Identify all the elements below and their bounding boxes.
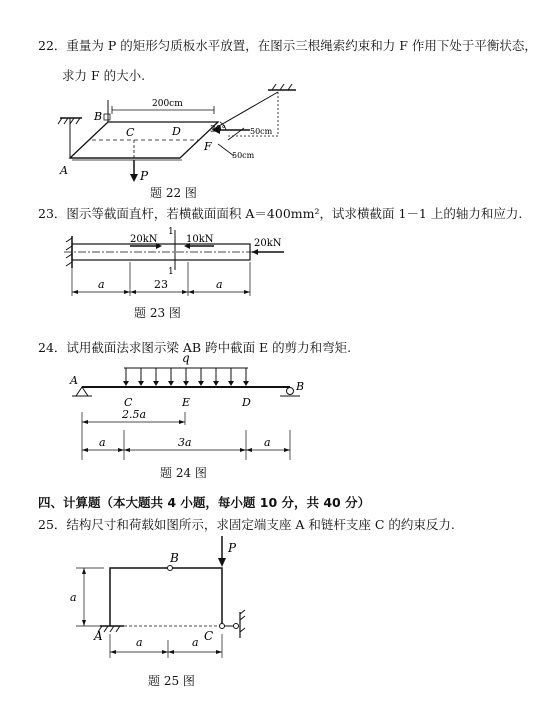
q25-dim-h: a bbox=[70, 591, 77, 604]
q24-dim-a2: a bbox=[264, 436, 271, 449]
q22-label-D: D bbox=[172, 125, 181, 138]
q22-label-P: P bbox=[140, 169, 149, 183]
q24-label-B: B bbox=[296, 380, 305, 393]
q24-dim-3a: 3a bbox=[178, 436, 192, 449]
q23-dim-a3: a bbox=[216, 278, 223, 291]
q25-label-P: P bbox=[228, 541, 237, 555]
q23-load2: 10kN bbox=[186, 234, 214, 245]
q25-dim-w2: a bbox=[192, 636, 199, 649]
q22-label-C: C bbox=[126, 126, 135, 139]
q23-dim-a1: a bbox=[98, 278, 105, 291]
q25-label-C: C bbox=[204, 629, 214, 643]
q24-label-E: E bbox=[182, 396, 191, 409]
q22-label-d2: 50cm bbox=[232, 151, 255, 160]
q25-dim-w1: a bbox=[136, 636, 143, 649]
q24-label-C: C bbox=[124, 396, 133, 409]
q24-label-A: A bbox=[70, 374, 78, 387]
q24-label-D: D bbox=[242, 396, 251, 409]
q22-label-F: F bbox=[204, 140, 212, 153]
q22-label-A: A bbox=[60, 164, 68, 177]
q23-caption: 题 23 图 bbox=[134, 306, 181, 320]
q22-caption: 题 22 图 bbox=[150, 186, 197, 200]
q22-label-angle: 30° bbox=[210, 125, 226, 135]
q22-line2: 求力 F 的大小. bbox=[62, 68, 146, 83]
q24-dim-a1: a bbox=[99, 436, 106, 449]
q25-line: 25．结构尺寸和荷载如图所示，求固定端支座 A 和链杆支座 C 的约束反力. bbox=[38, 517, 455, 532]
q23-load3: 20kN bbox=[254, 238, 282, 249]
q23-sec-top: 1 bbox=[168, 227, 174, 237]
q25-caption: 题 25 图 bbox=[148, 674, 195, 688]
section-4-title: 四、计算题（本大题共 4 小题，每小题 10 分，共 40 分） bbox=[38, 495, 371, 510]
q22-label-B: B bbox=[94, 110, 103, 123]
q23-load1: 20kN bbox=[130, 234, 158, 245]
q23-sec-bot: 1 bbox=[168, 267, 174, 277]
q24-label-q: q bbox=[182, 351, 190, 365]
q22-line1: 22．重量为 P 的矩形匀质板水平放置，在图示三根绳索约束和力 F 作用下处于平衡状态， bbox=[38, 38, 537, 53]
q25-label-B: B bbox=[170, 551, 179, 565]
q23-line: 23．图示等截面直杆，若横截面面积 A＝400mm²，试求横截面 1－1 上的轴力和应力. bbox=[38, 206, 523, 221]
q24-dim-25a: 2.5a bbox=[122, 408, 147, 421]
q24-caption: 题 24 图 bbox=[160, 466, 207, 480]
q22-label-dim: 200cm bbox=[152, 99, 183, 109]
q24-line: 24．试用截面法求图示梁 AB 跨中截面 E 的剪力和弯矩. bbox=[38, 340, 352, 355]
q22-label-d1: 50cm bbox=[250, 127, 273, 136]
q23-dim-a2: 23 bbox=[154, 278, 168, 291]
q25-label-A: A bbox=[94, 629, 103, 643]
